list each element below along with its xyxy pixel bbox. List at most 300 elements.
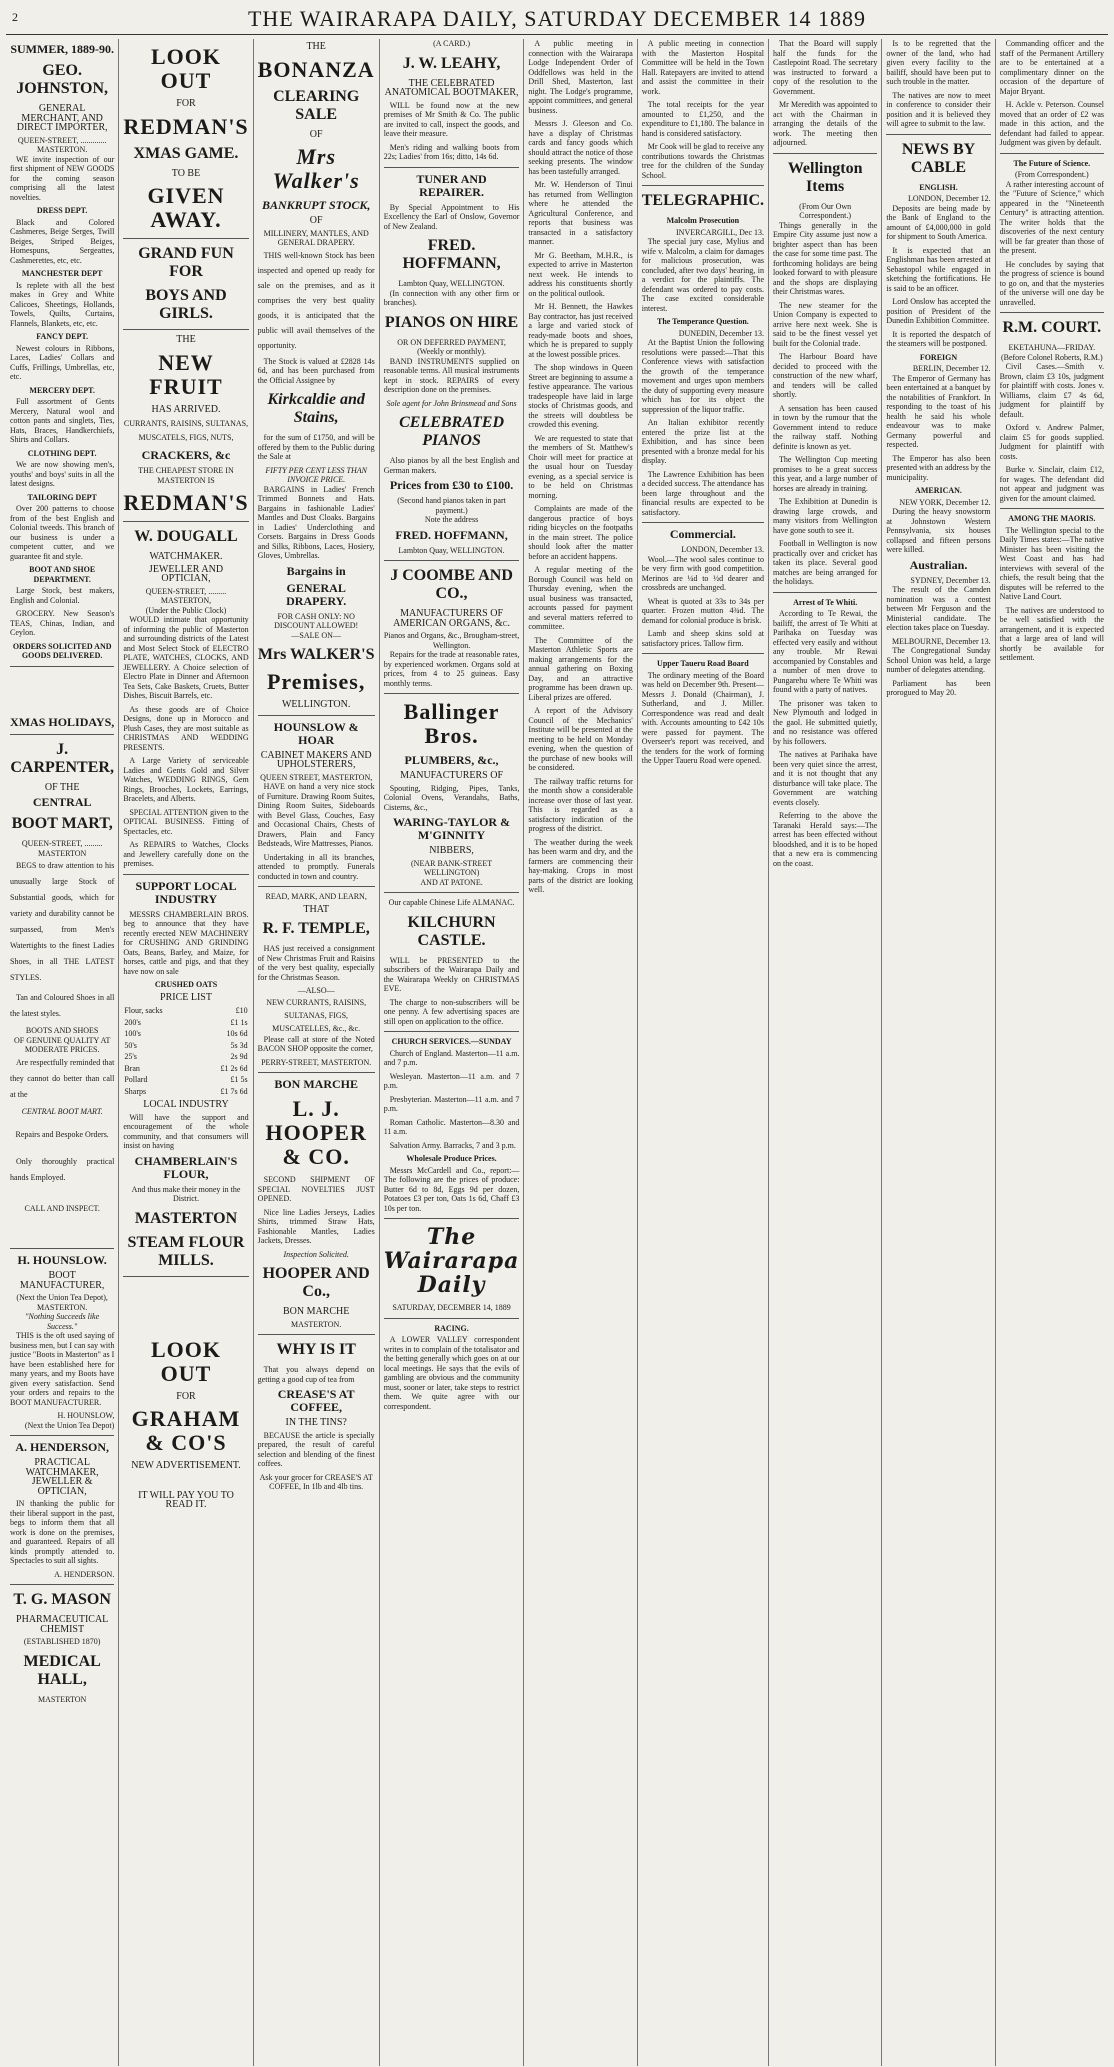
ad-carpenter-remind: Are respectfully reminded that they cannot do better than call at the (10, 1057, 115, 1099)
price-item: Sharps (124, 1086, 147, 1096)
divider (123, 1276, 248, 1277)
wellington-text: Football in Wellington is now practically over and cricket has taken its place. Several good matches are being arranged for the holidays. (773, 539, 878, 586)
english-loc: LONDON, December 12. (908, 194, 991, 203)
ad-carpenter-competent: Only thoroughly practical hands Employed. (10, 1156, 115, 1182)
ad-graham-new: NEW ADVERTISEMENT. (131, 1460, 241, 1471)
table-row (123, 1051, 248, 1063)
paper-title: The Wairarapa Daily (383, 1224, 520, 1298)
telegraphic-heading: TELEGRAPHIC. (641, 192, 764, 209)
malcolm-loc: INVERCARGILL, Dec 13. (676, 227, 764, 237)
ad-lookout-for: FOR (176, 98, 196, 109)
ad-hooper-text: SECOND SHIPMENT OF SPECIAL NOVELTIES JUST OPENED. (257, 1175, 375, 1203)
ad-lookout: LOOK OUT (150, 44, 221, 93)
ad-carpenter-tan: Tan and Coloured Shoes in all the latest styles. (10, 993, 115, 1018)
price-item: 50's (124, 1040, 137, 1050)
ad-prices: Prices from £30 to £100. (389, 478, 514, 492)
divider (10, 734, 114, 735)
ad-hh-loc: QUEEN STREET, MASTERTON, (260, 772, 373, 782)
maoris-text: The natives are understood to be well satisfied with the arrangement, and it is expected that a large area of land will shortly be available for settlement. (999, 605, 1104, 662)
ad-bon-marche: BON MARCHE (274, 1077, 359, 1091)
ad-carpenter-bootmart2: CENTRAL BOOT MART. (21, 1106, 103, 1116)
american-loc: NEW YORK, December 12. (899, 497, 991, 507)
boots-heading: BOOT AND SHOE DEPARTMENT. (29, 565, 96, 584)
price-value: 2s 9d (230, 1052, 248, 1061)
ad-crease: CREASE'S AT COFFEE, (277, 1387, 355, 1414)
ad-dougall-repairs: As REPAIRS to Watches, Clocks and Jewellery carefully done on the premises. (123, 840, 249, 868)
church-rc: Roman Catholic. Masterton—8.30 and 11 a.m. (383, 1117, 520, 1136)
wholesale-heading: Wholesale Produce Prices. (406, 1154, 497, 1163)
news-paragraph: We are requested to state that the members of St. Matthew's Choir will meet for practice at the usual hour on Tuesday evening, as a special service is to be held on Christmas morning. (528, 433, 633, 500)
price-value: £1 2s 6d (220, 1063, 248, 1073)
column-3 (254, 39, 380, 2066)
english-text: It is reported the despatch of the steamers will be postponed. (886, 329, 991, 348)
price-item: Pollard (124, 1075, 148, 1084)
wellington-items-corr: (From Our Own Correspondent.) (799, 201, 852, 220)
dress-heading: DRESS DEPT. (36, 206, 88, 215)
column-2 (119, 39, 253, 2066)
news-paragraph: A report of the Advisory Council of the Mechanics' Institute will be presented at the meeting to be held on Monday evening, when the question of the purchase of new books will be considered. (528, 706, 633, 772)
maoris-text: The Wellington special to the Daily Times states:—The native Minister has been visiting the West Coast and has had interviews with several of the chiefs, the result being that the disputes will be referred to the Native Land Court. (999, 525, 1104, 601)
orders-text: ORDERS SOLICITED AND GOODS DELIVERED. (12, 641, 112, 660)
divider (123, 238, 248, 239)
future-text: A rather interesting account of the "Future of Science," which appeared in the "Nineteenth Century" is attracting attention. The writer holds that the discoveries of the next century will be far greater than those of the present. (999, 179, 1104, 255)
ad-coombe-sub: MANUFACTURERS OF AMERICAN ORGANS, &c. (393, 608, 510, 629)
price-item: Flour, sacks (124, 1006, 163, 1015)
ad-henderson-sub: PRACTICAL WATCHMAKER, JEWELLER & OPTICIAN, (25, 1457, 99, 1497)
ad-bargains: BARGAINS in Ladies' French Trimmed Bonnets and Hats. Bargains in fashionable Ladies' Mantles and Dust Cloaks. Bargains in Ladies' Underclothing and Corsets. Bargains in Dress Goods and Silks, Ribbons, Laces, Hosiery, Gloves, Umbrellas. (257, 484, 375, 560)
ad-xmas-game: XMAS GAME. (133, 144, 239, 162)
divider (642, 522, 764, 523)
ad-to-be: TO BE (171, 167, 201, 179)
price-item: 25's (124, 1052, 137, 1061)
news-paragraph: Is to be regretted that the owner of the land, who had given every facility to the bailiff, should have been put to such trouble in the matter. (886, 39, 991, 86)
news-paragraph: The Committee of the Masterton Athletic Sports are making arrangements for the annual gathering on Boxing Day, and an attractive programme has been drawn up. Liberal prizes are offered. (528, 635, 633, 702)
wellington-text: The Exhibition at Dunedin is drawing large crowds, and many visitors from Wellington have gone south to see it. (773, 497, 878, 535)
ad-coombe-text: Repairs for the trade at reasonable rates, by experienced workmen. Organs sold at prices, from 4 to 25 guineas. Easy monthly terms. (383, 650, 520, 688)
ad-leahy-text2: Men's riding and walking boots from 22s; Ladies' from 16s; ditto, 14s 6d. (383, 142, 520, 161)
news-paragraph: Mr H. Bennett, the Hawkes Bay contractor, has just received a large and varied stock of ready-made boots and shoes, which he is prepared to supply at the lowest possible prices. (528, 302, 633, 359)
divider (10, 1584, 114, 1585)
ad-hooper-2: HOOPER AND Co., (262, 1265, 370, 1300)
ad-kirkcaldie: Kirkcaldie and Stains, (267, 391, 365, 426)
rm-court-before: (Before Colonel Roberts, R.M.) (1000, 352, 1103, 362)
news-paragraph: Mr. W. Henderson of Tinui has returned from Wellington where he attended the Agricultural Conference, and reports that business was transacted in a satisfactory manner. (528, 180, 633, 246)
table-row (123, 1017, 248, 1029)
fancy-text: Newest colours in Ribbons, Laces, Ladies' Collars and Cuffs, Frillings, Umbrellas, etc, etc. (10, 343, 115, 381)
ad-second-hand: (Second hand pianos taken in part payment.) (397, 496, 506, 515)
paper-date: SATURDAY, DECEMBER 14, 1889 (392, 1303, 511, 1312)
ad-boys-girls: BOYS AND GIRLS. (145, 287, 227, 322)
church-heading: CHURCH SERVICES.—SUNDAY (391, 1037, 512, 1046)
upper-taueru-text: The ordinary meeting of the Board was held on December 9th. Present—Messrs J. Donald (Chairman), J. Sutherland, and J. Miller. Correspondence was read and dealt with. Accounts amounting to £42 10s were passed for payment. The Overseer's report was received, and the tenders for the work of forming the Upper Taueru Road were opened. (641, 670, 764, 765)
column-1 (6, 39, 119, 2066)
table-row (123, 1005, 248, 1017)
ad-leahy: J. W. LEAHY, (402, 54, 501, 72)
price-value: 10s 6d (226, 1029, 248, 1038)
temperance-loc: DUNEDIN, December 13. (678, 328, 764, 338)
news-paragraph: H. Ackle v. Peterson. Counsel moved that an order of £2 was made in this action, and the defendant had failed to appear. Judgment was given by default. (999, 100, 1104, 147)
australian-text: Parliament has been prorogued to May 20. (886, 678, 991, 697)
ad-hoffmann2-loc: Lambton Quay, WELLINGTON. (398, 545, 505, 555)
ad-pianos-hire: PIANOS ON HIRE (384, 313, 519, 331)
foreign-text: The Emperor of Germany has been entertained at a banquet by the notabilities of Frankfort. In responding to the toast of his health he said his whole endeavour was to make Germany powerful and respected. (886, 373, 991, 449)
news-paragraph: The weather during the week has been warm and dry, and the farmers are commencing their hay-making. Crops in most parts of the district are looking well. (528, 837, 633, 894)
divider (123, 521, 248, 522)
tailoring-heading: TAILORING DEPT (27, 492, 97, 502)
table-row (123, 1086, 248, 1098)
ad-mason-name: T. G. MASON (13, 1591, 111, 1608)
ad-johnston-subtitle: GENERAL MERCHANT, AND DIRECT IMPORTER, (16, 103, 108, 133)
arrest-text: Referring to the above the Taranaki Herald says:—The arrest has been effected without bloodshed, and it is to be hoped that a new era is commencing on the coast. (773, 811, 878, 868)
ad-clearing-sale: CLEARING SALE (273, 87, 360, 123)
ad-arrived: HAS ARRIVED. (151, 403, 221, 415)
divider (384, 1218, 520, 1219)
ad-cash-only: FOR CASH ONLY: NO DISCOUNT ALLOWED! (274, 611, 359, 630)
ad-hounslow-sub: BOOT MANUFACTURER, (19, 1270, 105, 1291)
american-heading: AMERICAN. (915, 486, 962, 495)
ad-dougall-name: W. DOUGALL (134, 528, 238, 545)
news-paragraph: Mr Meredith was appointed to act with the Chairman in arranging the details of the work. The meeting then adjourned. (773, 100, 878, 147)
ad-mason-sub: PHARMACEUTICAL CHEMIST (16, 1614, 109, 1635)
price-value: £10 (235, 1006, 248, 1015)
ad-carpenter-call: CALL AND INSPECT. (24, 1203, 100, 1213)
news-paragraph: Commanding officer and the staff of the Permanent Artillery are to be entertained at a complimentary dinner on the occasion of the departure of Major Bryant. (999, 39, 1104, 96)
ad-chamberlain-text: MESSRS CHAMBERLAIN BROS. beg to announce that they have recently erected NEW MACHINERY for CRUSHING AND GRINDING Oats, Beans, Barley, and Maize, for horses, cattle and pigs, and that they have now on sale (123, 909, 249, 976)
racing-heading: RACING. (434, 1323, 469, 1333)
divider (384, 1318, 520, 1319)
ad-dougall-sub: WATCHMAKER. (149, 551, 223, 562)
manchester-text: Is replete with all the best makes in Grey and White Calicoes, Sheetings, Hollands, Towels, Quilts, Curtains, Flannels, Blankets, etc, etc. (10, 280, 115, 328)
wholesale-text: Messrs McCardell and Co., report:—The following are the prices of produce: Butter 6d to 8d, Eggs 9d per dozen, Potatoes £3 per ton, Oats 1s 6d, Chaff £3 10s per ton. (383, 1165, 520, 1213)
wellington-text: The Wellington Cup meeting promises to be a great success this year, and a large number of horses are already in training. (773, 455, 878, 493)
manchester-heading: MANCHESTER DEPT (21, 269, 103, 278)
boots-text: Large Stock, best makers, English and Colonial. (10, 586, 115, 605)
ad-leahy-text: WILL be found now at the new premises of Mr Smith & Co. The public are invited to call, inspect the goods, and leave their measure. (383, 100, 520, 138)
ad-hh-text2: Undertaking in all its branches, attended to promptly. Funerals conducted in town and country. (257, 852, 375, 881)
mercery-text: Full assortment of Gents Mercery, Natural wool and cotton pants and singlets, Ties, Hats, Braces, Handkerchiefs, Shirts and Collars. (10, 397, 115, 444)
commercial-text3: Lamb and sheep skins sold at satisfactory prices. Tallow firm. (641, 629, 764, 648)
rm-court-text: Burke v. Sinclair, claim £12, for wages. The defendant did not appear and judgment was given for the amount claimed. (999, 465, 1104, 503)
ad-hooper-list: Nice line Ladies Jerseys, Ladies Shirts, trimmed Straw Hats, Fashionable Mantles, Ladies Jackets, Dresses. (257, 1207, 375, 1245)
american-text: During the heavy snowstorm at Johnstown Western Pennsylvania, six houses collapsed and fifteen persons were killed. (886, 507, 991, 554)
ad-dougall-text3: A Large Variety of serviceable Ladies and Gents Gold and Silver Watches, WEDDING RINGS, Gem Rings, Brooches, Lockets, Earrings, Bracelets, and Alberts. (123, 756, 249, 803)
malcolm-text: The special jury case, Mylius and wife v. Malcolm, a claim for damages for malicious prosecution, was concluded, after two days' hearing, in a verdict for the plaintiffs. The defendant was ordered to pay costs. The case excited considerable interest. (641, 237, 764, 313)
ad-hh-sub: CABINET MAKERS AND UPHOLSTERERS, (260, 749, 372, 770)
ad-why-text: That you always depend on getting a good cup of tea from (257, 1365, 375, 1384)
ad-ballinger-sub2: MANUFACTURERS OF (400, 770, 503, 781)
ad-coombe: J COOMBE AND CO., (390, 567, 513, 602)
ad-card: (A CARD.) (433, 39, 470, 48)
column-8 (882, 39, 995, 2066)
news-paragraph: The natives are now to meet in conference to consider their position and it is believed they will agree to submit to the law. (886, 90, 991, 128)
ad-lookout-for-2: FOR (176, 1390, 196, 1402)
price-value: £1 5s (230, 1075, 248, 1084)
arrest-text: The natives at Parihaka have been very quiet since the arrest, and it is not thought that any disturbance will take place. The Government are watching events closely. (773, 750, 878, 807)
ad-carpenter-of: OF THE (44, 781, 80, 793)
ad-johnston-name: GEO. JOHNSTON, (16, 62, 109, 97)
future-heading: The Future of Science. (1013, 158, 1091, 168)
ad-dougall-text: WOULD intimate that opportunity of informing the public of Masterton and surrounding districts of the Latest and Most Select Stock of ELECTRO PLATE, WATCHES, CLOCKS, AND JEWELLERY. A Choice selection of Electro Plate in Dinner and Afternoon Tea Sets, Cake Baskets, Cruets, Butter Dishes, Biscuit Barrels, etc. (123, 615, 249, 700)
ad-crease-sub: IN THE TINS? (285, 1417, 347, 1428)
ad-mason-hall: MEDICAL HALL, (23, 1652, 101, 1688)
ad-mills-text: And thus make their money in the District. (131, 1184, 241, 1203)
ad-hoffmann: FRED. HOFFMANN, (402, 237, 501, 272)
divider (258, 1334, 375, 1335)
divider (1000, 312, 1104, 313)
ad-walker-bought: The Stock is valued at £2828 14s 6d, and has been purchased from the Official Assignee by (257, 356, 375, 385)
english-text: Lord Onslow has accepted the position of President of the Dunedin Exhibition Committee. (886, 297, 991, 325)
ad-bargains-in: Bargains in (286, 563, 346, 578)
ad-hounslow-sign: H. HOUNSLOW, (57, 1411, 115, 1420)
divider (773, 153, 877, 154)
ad-crease-text: BECAUSE the article is specially prepared, the result of careful selection and blending of the finest coffees. (257, 1430, 375, 1468)
rm-court-text: Civil Cases.—Smith v. Brown, claim £3 10s, judgment for plaintiff with costs. Jones v. Williams, claim £7 4s 6d, judgment for plaintiff by default. (999, 362, 1104, 419)
ad-carpenter-bootmart: BOOT MART, (11, 815, 113, 832)
australian-loc: SYDNEY, December 13. (910, 575, 991, 585)
news-paragraph: A public meeting in connection with the Wairarapa Lodge Independent Order of Oddfellows was held in the Drill Shed, Masterton, last night. The Lodge's programme, appoint committees, and general business. (528, 39, 633, 115)
table-row (123, 1028, 248, 1040)
ad-redmans-2: REDMAN'S (123, 490, 249, 515)
australian-heading: Australian. (909, 557, 968, 572)
ad-johnston-intro: WE invite inspection of our first shipment of NEW GOODS for the coming season comprising all the latest novelties. (10, 154, 115, 202)
divider (773, 592, 877, 593)
ad-temple: R. F. TEMPLE, (262, 920, 370, 937)
ad-bankrupt: BANKRUPT STOCK, (261, 198, 371, 212)
news-paragraph: The total receipts for the year amounted to £1,250, and the expenditure to £1,180. The balance in hand is considered satisfactory. (641, 100, 764, 138)
table-row (123, 1074, 248, 1086)
ad-ballinger: Ballinger Bros. (403, 699, 500, 748)
ad-crackers: CRACKERS, &c (141, 448, 231, 462)
arrest-text: The prisoner was taken to New Plymouth and lodged in the gaol. He submitted quietly, and no resistance was offered by his followers. (773, 698, 878, 746)
commercial-text2: Wheat is quoted at 33s to 34s per quarter. Frozen mutton 4¾d. The demand for colonial produce is brisk. (641, 596, 764, 625)
tailoring-text: Over 200 patterns to choose from of the best English and Colonial tweeds. This branch of our business is under a competent cutter, and we guarantee fit and style. (10, 504, 115, 561)
ad-also: —ALSO— (297, 986, 335, 995)
column-9 (996, 39, 1108, 2066)
ad-tuner: TUNER AND REPAIRER. (416, 171, 487, 199)
ad-chamberlain-flour: CHAMBERLAIN'S FLOUR, (134, 1153, 238, 1181)
ad-local-industry: LOCAL INDUSTRY (143, 1099, 229, 1110)
ad-dougall-loc: QUEEN-STREET, ......... MASTERTON, (145, 586, 227, 605)
ad-of-2: OF (309, 215, 323, 226)
column-5 (524, 39, 637, 2066)
ad-of: OF (309, 128, 323, 140)
ad-band: BAND INSTRUMENTS supplied on reasonable terms. All musical instruments kept in stock. REPAIRS of every description done on the premises. (383, 356, 520, 394)
rm-court-heading: R.M. COURT. (1002, 319, 1102, 336)
divider (642, 653, 764, 654)
ad-hooper-masterton: MASTERTON. (291, 1319, 342, 1329)
divider (1000, 508, 1104, 509)
maoris-heading: AMONG THE MAORIS. (1008, 514, 1096, 523)
divider (10, 666, 114, 667)
future-text: He concludes by saying that the progress of science is bound to go on, and that the mysteries of the universe will one day be unravelled. (999, 259, 1104, 307)
ad-almanac: Our capable Chinese Life ALMANAC. (388, 898, 515, 907)
ad-general-drapery: GENERAL DRAPERY. (286, 580, 347, 608)
ad-masterton: MASTERTON (134, 1209, 238, 1227)
news-paragraph: The railway traffic returns for the month show a considerable increase over those of last year. This is regarded as a satisfactory indication of the progress of the district. (528, 776, 633, 833)
ad-temple-near: Please call at store of the Noted BACON SHOP opposite the corner, (257, 1034, 375, 1053)
arrest-text: According to Te Rewai, the bailiff, the arrest of Te Whiti at Parihaka on Tuesday was effected very easily and without any trouble. Mr Rewai accompanied by Constables and a number of men drove to Pungarehu where Te Whiti was found with a party of natives. (773, 609, 878, 694)
temperance-heading: The Temperance Question. (656, 317, 749, 326)
ad-carpenter-text: BEGS to draw attention to his unusually large Stock of Substantial goods, which for variety and durability cannot be surpassed, from Men's Watertights to the finest Ladies Shoes, in all THE LATEST STYLES. (10, 861, 115, 982)
ad-grand-fun: GRAND FUN FOR (138, 245, 234, 280)
price-table (123, 1005, 248, 1097)
ad-temple-loc: PERRY-STREET, MASTERTON. (261, 1057, 372, 1067)
table-row (123, 1040, 248, 1052)
divider (1000, 153, 1104, 154)
ad-walker-sum: for the sum of £1750, and will be offered by them to the Public during the Sale at (257, 433, 375, 461)
ad-hoffmann-loc: Lambton Quay, WELLINGTON. (398, 279, 505, 288)
church-pres: Presbyterian. Masterton—11 a.m. and 7 p.m. (383, 1094, 520, 1113)
rm-court-text: Oxford v. Andrew Palmer, claim £5 for goods supplied. Judgment for plaintiff with costs. (999, 423, 1104, 461)
ad-hoffmann-text: By Special Appointment to His Excellency the Earl of Onslow, Governor of New Zealand. (383, 202, 520, 231)
table-row (123, 1063, 248, 1075)
ad-xmas-holidays: XMAS HOLIDAYS, (10, 714, 115, 729)
divider (642, 185, 764, 186)
temperance-text: At the Baptist Union the following resolutions were passed:—That this Conference views with satisfaction the growth of the temperance movement and urges upon members the duty of supporting every measure which has for its object the suppression of the liquor traffic. (641, 338, 764, 414)
divider (384, 892, 520, 893)
ad-millinery: MILLINERY, MANTLES, AND GENERAL DRAPERY. (263, 228, 369, 247)
ad-temple-text: HAS just received a consignment of New Christmas Fruit and Raisins of the very best quality, especially for the Christmas Season. (257, 944, 375, 982)
ad-carpenter-repairs: Repairs and Bespoke Orders. (15, 1130, 109, 1139)
ad-ballinger-ins: WARING-TAYLOR & M'GINNITY (393, 815, 511, 842)
ad-premises: Premises, (266, 669, 366, 694)
ad-that: THAT (303, 903, 329, 915)
ad-henderson-name: A. HENDERSON, (15, 1440, 109, 1454)
church-salv: Salvation Army. Barracks, 7 and 3 p.m. (389, 1140, 516, 1150)
ad-coombe-loc: Pianos and Organs, &c., Brougham-street, Wellington. (383, 631, 520, 650)
ad-ballinger-end: AND AT PATONE. (420, 877, 483, 887)
ad-celebrated: CELEBRATED PIANOS (399, 414, 505, 449)
ad-henderson-sign: A. HENDERSON. (54, 1569, 115, 1579)
news-paragraph: Complaints are made of the dangerous practice of boys riding bicycles on the footpaths in the main street. The police should look after the matter before an accident happens. (528, 504, 633, 561)
ad-walker: Mrs Walker's (272, 144, 360, 193)
ad-walker-text: THIS well-known Stock has been inspected and opened up ready for sale on the premises, and as it comprises the very best quality goods, it is anticipated that the public will avail themselves of the opportunity. (257, 250, 375, 350)
ad-new-fruits: NEW CURRANTS, RAISINS, SULTANAS, FIGS, MUSCATELLES, &c., &c. (266, 997, 367, 1033)
ad-dougall-near: (Under the Public Clock) (145, 605, 227, 615)
ad-cheapest: THE CHEAPEST STORE IN MASTERTON IS (138, 466, 234, 485)
ad-kilchurn-text2: The charge to non-subscribers will be one penny. A few advertising spaces are still open on application to the office. (383, 997, 520, 1026)
page-number: 2 (12, 10, 18, 24)
price-value: £1 7s 6d (220, 1086, 248, 1096)
ad-walkers: Mrs WALKER'S (257, 646, 375, 663)
ad-given-away: GIVEN AWAY. (147, 183, 225, 232)
ad-mason-est: (ESTABLISHED 1870) (23, 1637, 101, 1646)
ad-ballinger-sub: PLUMBERS, &c., (404, 753, 499, 767)
divider (258, 886, 375, 887)
wellington-text: Things generally in the Empire City assume just now a brighter aspect than has been the case for some time past. The forthcoming holidays are being looked forward to with pleasure and the shops are displaying their Christmas wares. (773, 220, 878, 296)
foreign-loc: BERLIN, December 12. (912, 364, 991, 373)
church-eng: Church of England. Masterton—11 a.m. and 7 p.m. (383, 1048, 520, 1067)
price-value: 5s 3d (230, 1040, 248, 1050)
wellington-text: The Harbour Board have decided to proceed with the construction of the new wharf, and tenders will be called shortly. (773, 352, 878, 399)
ad-crease-sign: Ask your grocer for CREASE'S AT COFFEE, In 1lb and 4lb tins. (259, 1472, 373, 1491)
price-item: 100's (124, 1029, 141, 1038)
racing-text: A LOWER VALLEY correspondent writes in to complain of the totalisator and the betting generally which goes on at our local meetings. He says that the evils of gambling are obvious and the community must, sooner or later, take steps to restrict them. We quite agree with our correspondent. (383, 1335, 520, 1411)
english-text: Deposits are being made by the Bank of England to the amount of £4,000,000 in gold for shipment to South America. (886, 203, 991, 241)
price-value: £1 1s (230, 1017, 248, 1027)
column-6 (638, 39, 769, 2066)
ad-hounslow-name: H. HOUNSLOW. (17, 1253, 107, 1267)
news-by-cable-heading: NEWS BY CABLE (901, 140, 976, 176)
ad-steam-mills: STEAM FLOUR MILLS. (127, 1233, 245, 1269)
wellington-text: The new steamer for the Union Company is expected to arrive here next week. She is said to be the finest vessel yet built for the Colonial trade. (773, 300, 878, 348)
english-heading: ENGLISH. (919, 182, 958, 192)
upper-taueru-heading: Upper Taueru Road Board (657, 659, 749, 668)
ad-new-fruit: NEW FRUIT (149, 349, 223, 399)
ad-inspection: Inspection Solicited. (283, 1249, 349, 1259)
news-paragraph: Mr G. Beetham, M.H.R., is expected to arrive in Masterton next week. He intends to address his constituents shortly on the political outlook. (528, 250, 633, 298)
ad-the: THE (176, 334, 196, 345)
wellington-items-heading: Wellington Items (787, 159, 863, 195)
dress-text: Black and Colored Cashmeres, Beige Serges, Twill Beiges, Striped Beiges, Homespuns, Sergeattes, Cashmerettes, etc, etc. (10, 217, 115, 265)
divider (258, 715, 375, 716)
fancy-heading: FANCY DEPT. (36, 332, 89, 341)
ad-bon-marche-2: BON MARCHE (282, 1306, 350, 1317)
price-item: 200's (124, 1017, 141, 1027)
ad-celebrated-text: Also pianos by all the best English and German makers. (383, 456, 520, 475)
ad-wellington: WELLINGTON. (281, 699, 351, 710)
price-list-title: PRICE LIST (160, 991, 212, 1003)
ad-dougall-spectacles: SPECIAL ATTENTION given to the OPTICAL BUSINESS. Fitting of Spectacles, etc. (123, 807, 249, 836)
divider (10, 1435, 114, 1436)
rm-court-sub: EKETAHUNA—FRIDAY. (1008, 343, 1096, 352)
ad-support-local: SUPPORT LOCAL INDUSTRY (135, 878, 237, 906)
ad-bonanza: BONANZA (257, 56, 375, 82)
foreign-text: The Emperor has also been presented with an address by the municipality. (886, 453, 991, 482)
ad-henderson-text: IN thanking the public for their liberal support in the past, begs to inform them that all work is done on the premises, and guaranteed. Repairs of all kinds promptly attended to. Spectacles to suit all sights. (10, 1499, 115, 1565)
ad-carpenter-genuine: OF GENUINE QUALITY AT (13, 1035, 111, 1045)
commercial-text: Wool.—The wool sales continue to be very firm with good competition. Merinos are ¼d to ½d dearer and crossbreds are unchanged. (641, 554, 764, 592)
ad-kilchurn-text: WILL be PRESENTED to the subscribers of the Wairarapa Daily and the Wairarapa Weekly on CHRISTMAS EVE. (383, 955, 520, 993)
ad-fruits: CURRANTS, RAISINS, SULTANAS, MUSCATELS, FIGS, NUTS, (123, 419, 249, 442)
ad-carpenter-boots: BOOTS AND SHOES (25, 1026, 99, 1035)
ad-graham-pay: IT WILL PAY YOU TO READ IT. (138, 1489, 234, 1510)
australian-text: The Congregational Sunday School Union was held, a large number of delegates attending. (886, 646, 991, 674)
ad-lookout-2: LOOK OUT (150, 1336, 221, 1386)
divider (384, 1031, 520, 1032)
divider (123, 874, 248, 875)
ad-hooper: L. J. HOOPER & CO. (265, 1096, 367, 1169)
divider (10, 1248, 114, 1249)
arrest-heading: Arrest of Te Whiti. (793, 597, 858, 607)
ad-chamberlain-text2: Will have the support and encouragement of the whole community, and that consumers will insist on having (123, 1112, 249, 1150)
foreign-heading: FOREIGN (919, 352, 958, 362)
ad-dougall-text2: As these goods are of Choice Designs, done up in Morocco and Plush Cases, they are most suitable as CHRISTMAS AND WEDDING PRESENTS. (123, 704, 249, 752)
ad-hounslow-text: THIS is the oft used saying of business men, but I can say with justice "Boots in Masterton" as I have been established here for many years, and my Boots have given every satisfaction. Send your orders and repairs to the BOOT MANUFACTURER. (10, 1331, 115, 1407)
divider (258, 1072, 375, 1073)
ad-hounslow-hoar: HOUNSLOW & HOAR (273, 719, 359, 747)
wellington-text: A sensation has been caused in town by the rumour that the Government intend to reduce the railway staff. Nothing definite is known as yet. (773, 403, 878, 451)
news-paragraph: Mr Cook will be glad to receive any contributions towards the Christmas tree for the children of the Sunday School. (641, 142, 764, 180)
australian-text: The result of the Camden nomination was a contest between Mr Ferguson and the Ministerial candidate. The election takes place on Tuesday. (886, 585, 991, 632)
ad-hounslow-loc: (Next the Union Tea Depot), MASTERTON. (16, 1293, 108, 1312)
news-paragraph: That the Board will supply half the funds for the Castlepoint Road. The secretary was instructed to forward a copy of the resolution to the Government. (773, 39, 878, 96)
ad-sale-on: —SALE ON— (291, 630, 341, 640)
ad-carpenter-central: CENTRAL (32, 795, 92, 809)
divider (384, 693, 520, 694)
ad-redmans: REDMAN'S (123, 113, 249, 139)
news-paragraph: The shop windows in Queen Street are beginning to assume a festive appearance. The various tradespeople have laid in large stocks of Christmas goods, and the streets will doubtless be crowded this evening. (528, 363, 633, 429)
masthead (6, 4, 1108, 35)
commercial-heading: Commercial. (669, 527, 736, 541)
divider (384, 167, 520, 168)
ad-hh-text: HAVE on hand a very nice stock of Furniture. Drawing Room Suites, Dining Room Suites, Sideboards with Bevel Glass, Couches, Easy and Occasional Chairs, Chests of Drawers, Plain and Fancy Bedsteads, Wire Mattresses, Pianos. (257, 782, 375, 848)
ad-note: Note the address (424, 515, 479, 524)
ad-bonanza-the: THE (306, 41, 326, 52)
news-paragraph: A public meeting in connection with the Masterton Hospital Committee will be held in the Town Hall. Ratepayers are invited to attend and assist the committee in their work. (641, 39, 764, 96)
clothing-text: We are now showing men's, youths' and boys' suits in all the latest designs. (10, 460, 115, 488)
ad-sole: Sole agent for John Brinsmead and Sons (386, 398, 517, 408)
